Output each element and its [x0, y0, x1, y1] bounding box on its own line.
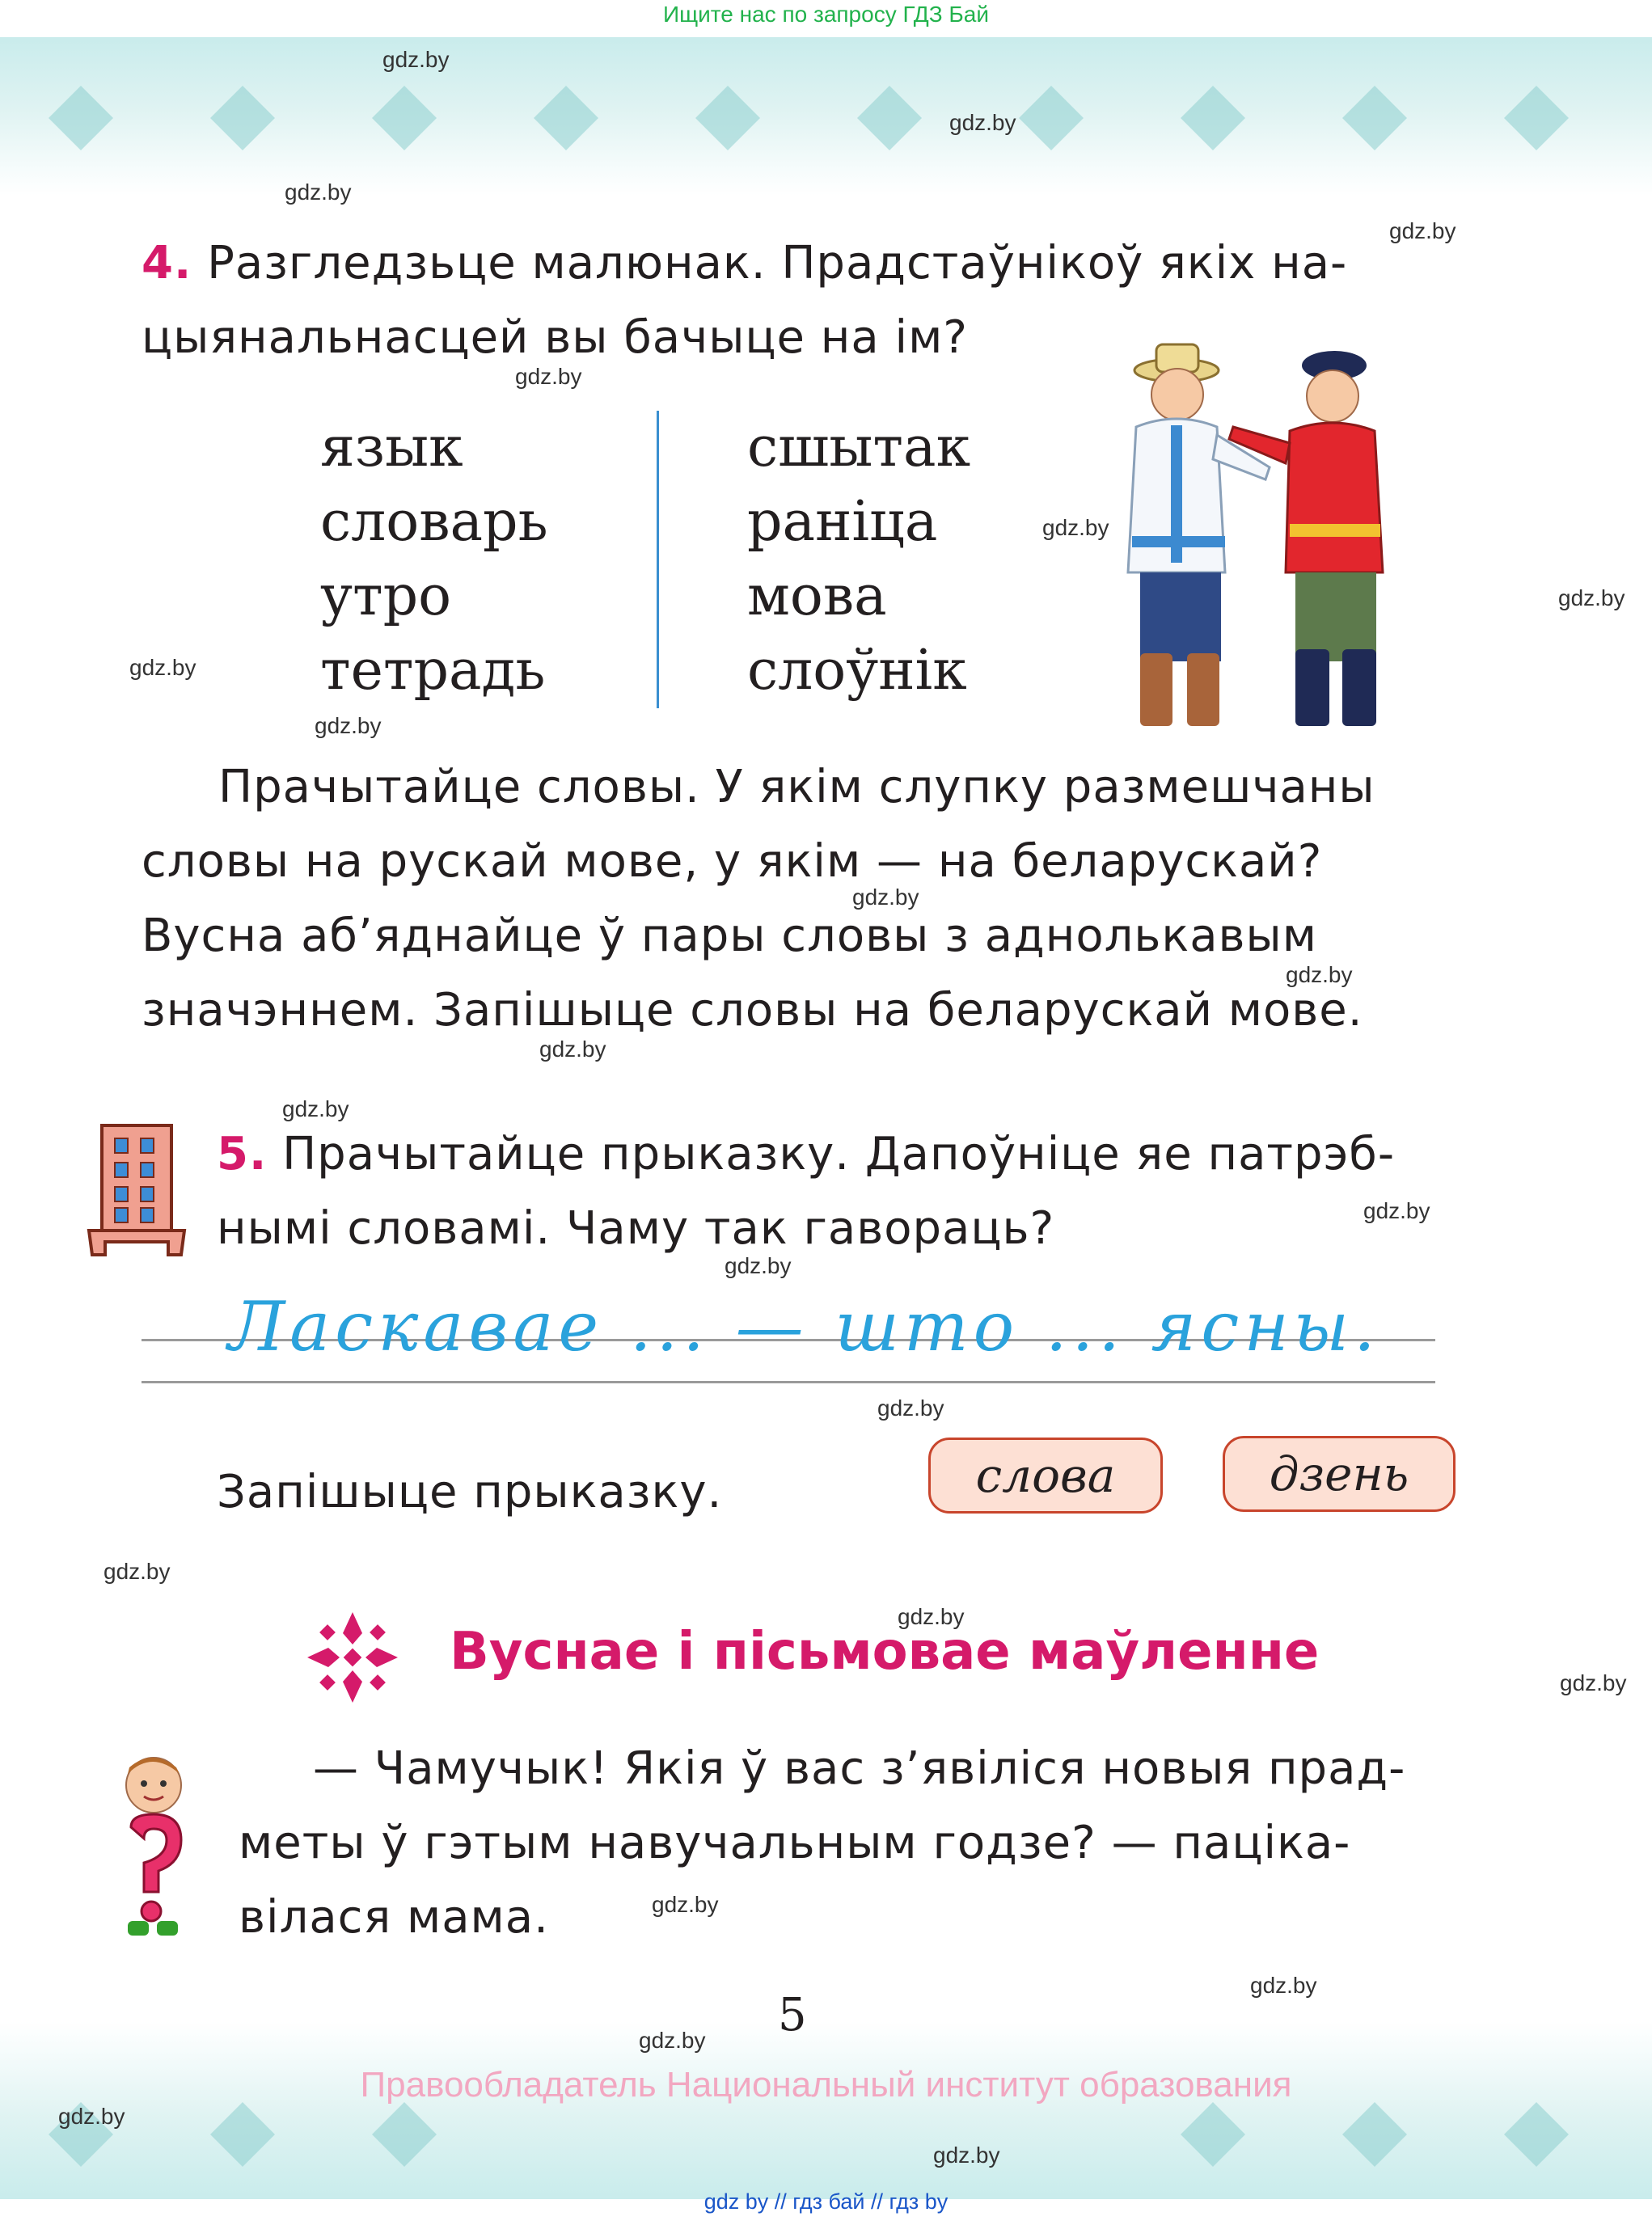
task4-paragraph — [142, 750, 1451, 1048]
task5-line2: нымі словамі. Чаму так гавораць? — [217, 1202, 1055, 1255]
bottom-site-note: gdz by // гдз бай // гдз by — [703, 2189, 949, 2214]
task5-number: 5. — [217, 1128, 268, 1180]
task4-para-line: словы на рускай мове, у якім — на беларускай? — [142, 835, 1323, 888]
watermark: gdz.by — [515, 364, 582, 389]
watermark: gdz.by — [285, 179, 352, 205]
watermark: gdz.by — [1558, 585, 1625, 610]
russian-word: тетрадь — [320, 639, 546, 703]
watermark: gdz.by — [1042, 515, 1109, 540]
watermark: gdz.by — [1286, 962, 1353, 987]
watermark: gdz.by — [949, 110, 1016, 135]
watermark: gdz.by — [639, 2028, 706, 2053]
watermark: gdz.by — [104, 1559, 171, 1584]
watermark: gdz.by — [1363, 1198, 1430, 1223]
proverb-cursive: Ласкавае ... — што ... ясны. — [228, 1287, 1380, 1366]
task4-para-line: Вусна аб’яднайце ў пары словы з аднолькавым — [142, 910, 1318, 962]
watermark: gdz.by — [382, 47, 450, 72]
task4-number: 4. — [142, 237, 192, 289]
belarusian-word: раніца — [747, 490, 938, 554]
boy-question-mark-icon — [104, 1750, 201, 1944]
watermark: gdz.by — [315, 713, 382, 738]
folk-ornament-pattern — [0, 61, 1652, 175]
page-number: 5 — [778, 1989, 807, 2041]
section-para-line: вілася мама. — [239, 1891, 549, 1944]
section-para-line: меты ў гэтым навучальным годзе? — паціка- — [239, 1817, 1351, 1869]
word-chip: дзень — [1223, 1436, 1456, 1512]
belarusian-word: слоўнік — [747, 639, 967, 703]
russian-word: утро — [320, 564, 452, 628]
watermark: gdz.by — [898, 1604, 965, 1629]
watermark: gdz.by — [1389, 218, 1456, 243]
watermark: gdz.by — [877, 1395, 944, 1421]
letter-d-house-icon — [84, 1121, 189, 1258]
task4-para-line: значэннем. Запішыце словы на беларускай мове. — [142, 984, 1363, 1037]
watermark: gdz.by — [852, 885, 919, 910]
top-ornament-band — [0, 37, 1652, 196]
task5-instruction: Запішыце прыказку. — [217, 1466, 723, 1518]
section-paragraph — [239, 1732, 1451, 1955]
top-search-note: Ищите нас по запросу ГДЗ Бай — [662, 2, 990, 27]
copyright-holder: Правообладатель Национальный институт образования — [360, 2065, 1292, 2105]
task5-line1: Прачытайце прыказку. Дапоўніце яе патрэб- — [282, 1128, 1396, 1180]
column-divider — [657, 411, 659, 708]
task4-line1: Разгледзьце малюнак. Прадстаўнікоў якіх на- — [207, 237, 1348, 289]
bottom-ornament-band — [0, 2021, 1652, 2199]
russian-word: словарь — [320, 490, 548, 554]
watermark: gdz.by — [282, 1096, 349, 1121]
watermark: gdz.by — [129, 655, 196, 680]
task4-para-line: Прачытайце словы. У якім слупку размешчаны — [218, 761, 1375, 813]
watermark: gdz.by — [1560, 1670, 1627, 1695]
watermark: gdz.by — [652, 1892, 719, 1917]
belarusian-word: мова — [747, 564, 887, 628]
russian-word: язык — [320, 416, 463, 479]
watermark: gdz.by — [933, 2143, 1000, 2168]
watermark: gdz.by — [539, 1037, 606, 1062]
watermark: gdz.by — [725, 1253, 792, 1278]
watermark: gdz.by — [1250, 1973, 1317, 1998]
watermark: gdz.by — [58, 2104, 125, 2129]
task5-question — [217, 1117, 1451, 1266]
folk-star-ornament-icon — [304, 1609, 401, 1706]
task4-line2: цыянальнасцей вы бачыце на ім? — [142, 311, 969, 364]
belarusian-word: сшытак — [747, 416, 971, 479]
writing-line-bottom — [142, 1381, 1435, 1383]
section-title: Вуснае і пісьмовае маўленне — [450, 1622, 1320, 1682]
section-para-line: — Чамучык! Якія ў вас з’явіліся новыя прад- — [313, 1742, 1406, 1795]
two-men-illustration — [1092, 330, 1431, 734]
word-chip: слова — [928, 1438, 1163, 1514]
